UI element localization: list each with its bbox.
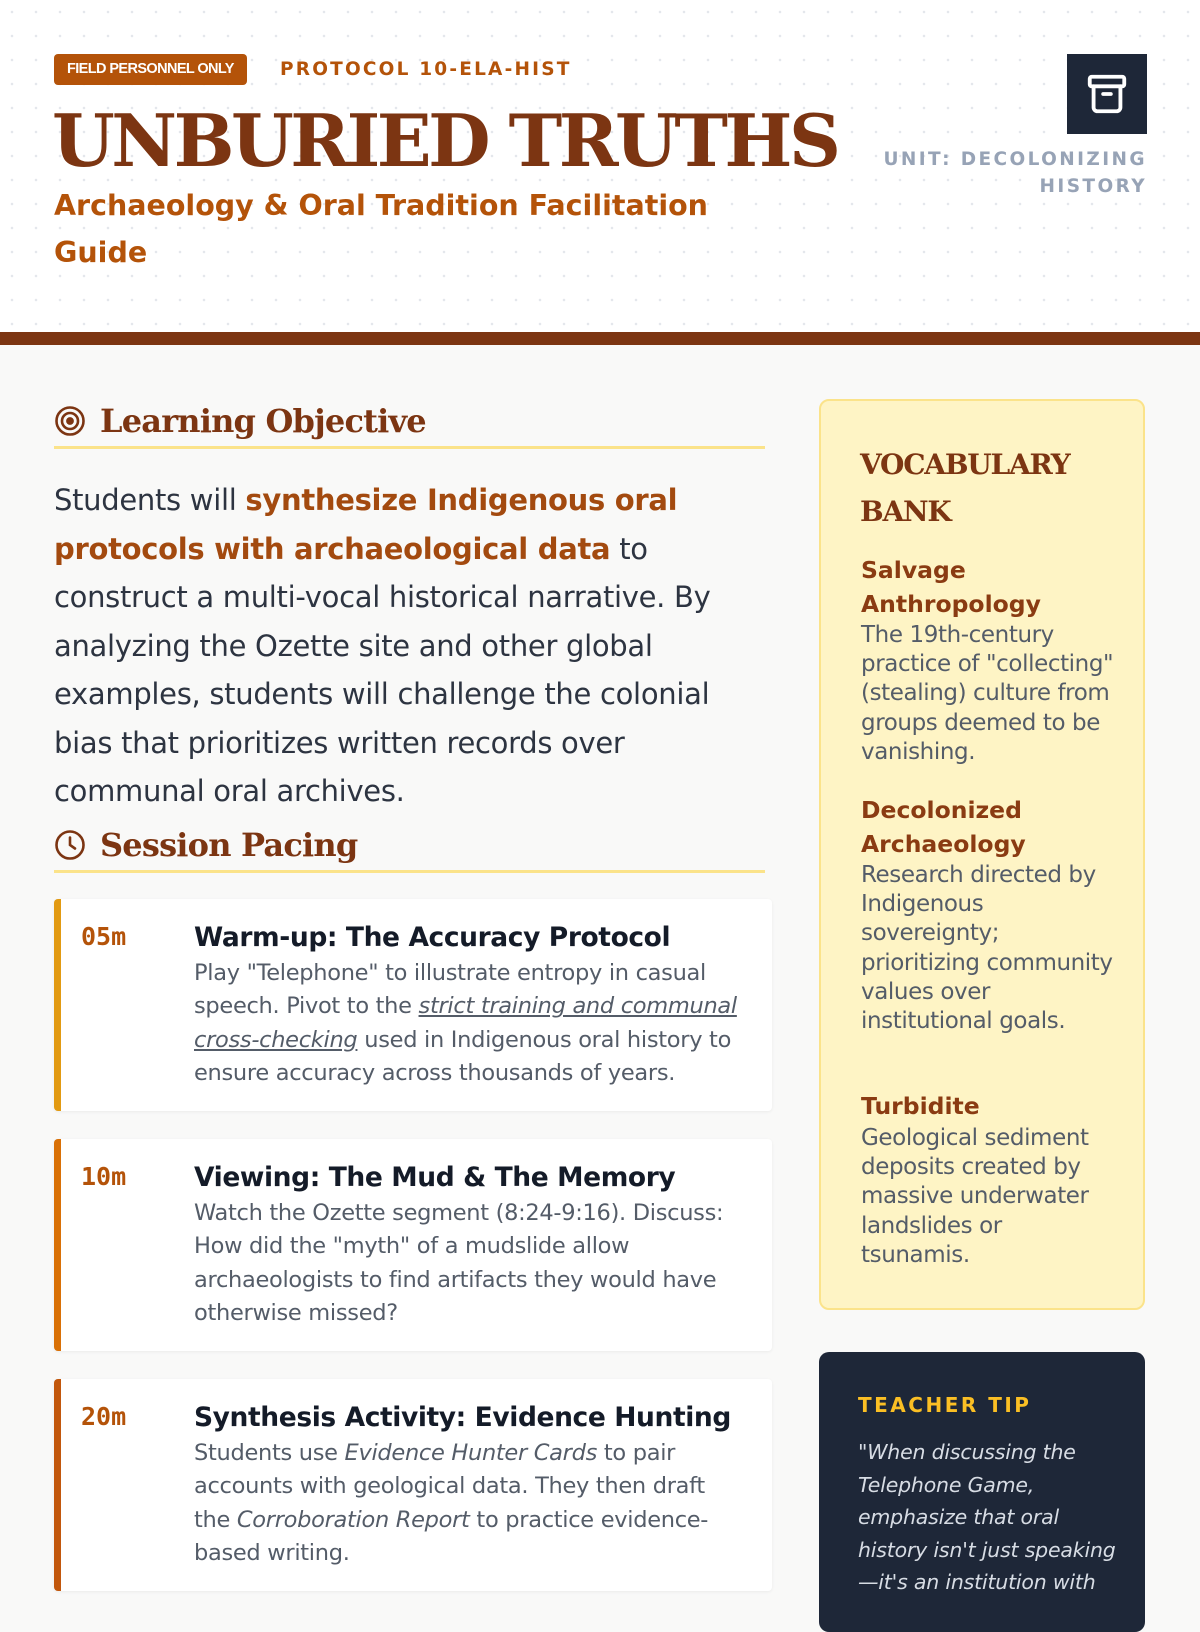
pacing-description-emphasis: strict training and communal cross-checking [194,993,737,1053]
pacing-description: Watch the Ozette segment (8:24-9:16). Discuss: How did the "myth" of a mudslide allow archaeologists to find artifacts they would have otherwise missed? [194,1200,724,1326]
pacing-item [54,899,772,1111]
pacing-description-part: used in Indigenous oral history to ensure accuracy across thousands of years. [194,1026,732,1086]
objective-text-rest: to construct a multi-vocal historical narrative. By analyzing the Ozette site and other global examples, students will challenge the colonial bias that prioritizes written records over communal oral archives. [54,531,711,808]
objective-text [54,476,769,816]
page-subtitle: Archaeology & Oral Tradition Facilitation Guide [54,189,708,269]
vocabulary-term: Decolonized Archaeology [861,796,1026,858]
pacing-description-part: to practice evidence-based writing. [194,1506,709,1566]
pacing-description-part: Students use [194,1440,345,1466]
objective-heading: Learning Objective [100,402,426,440]
pacing-section-header [54,821,765,873]
pacing-description [194,1437,744,1570]
pacing-description-emphasis: Corroboration Report [236,1506,470,1533]
pacing-time: 10m [81,1162,127,1191]
vocabulary-definition: Research directed by Indigenous sovereignty; prioritizing community values over institutional goals. [861,862,1113,1035]
pacing-title: Warm-up: The Accuracy Protocol [194,922,671,953]
field-personnel-badge: FIELD PERSONNEL ONLY [54,54,247,85]
pacing-heading: Session Pacing [100,826,358,864]
clock-icon [54,829,86,865]
pacing-description [194,957,744,1090]
pacing-title: Viewing: The Mud & The Memory [194,1162,676,1193]
archive-box-icon [1067,54,1147,134]
vocabulary-definition: The 19th-century practice of "collecting" (stealing) culture from groups deemed to be vanishing. [861,622,1114,765]
vocabulary-heading: VOCABULARY BANK [860,448,1070,528]
vocabulary-term: Salvage Anthropology [861,556,1041,618]
objective-highlight: synthesize Indigenous oral protocols with archaeological data [54,483,678,566]
pacing-description-part: Play "Telephone" to illustrate entropy in casual speech. Pivot to the [194,960,706,1020]
page-header [0,0,1200,345]
pacing-title: Synthesis Activity: Evidence Hunting [194,1402,731,1433]
vocabulary-definition: Geological sediment deposits created by massive underwater landslides or tsunamis. [861,1125,1089,1268]
pacing-description-emphasis: Evidence Hunter Cards [344,1440,598,1466]
pacing-item [54,1139,772,1351]
vocabulary-term: Turbidite [861,1092,980,1120]
target-icon [54,405,86,441]
pacing-time: 05m [81,922,127,951]
vocabulary-bank [819,399,1145,1310]
objective-text-intro: Students will [54,483,246,517]
pacing-item [54,1379,772,1591]
unit-label: UNIT: DECOLONIZING HISTORY [883,149,1147,197]
teacher-tip [819,1352,1145,1632]
page-title: UNBURIED TRUTHS [52,98,838,183]
pacing-description-part: to pair accounts with geological data. They then draft the [194,1440,705,1533]
teacher-tip-quote: "When discussing the Telephone Game, emphasize that oral history isn't just speaking—it's an institution with [858,1440,1116,1594]
objective-section-header [54,397,765,449]
teacher-tip-label: TEACHER TIP [858,1393,1032,1417]
pacing-time: 20m [81,1402,127,1431]
protocol-code: PROTOCOL 10-ELA-HIST [280,59,572,80]
